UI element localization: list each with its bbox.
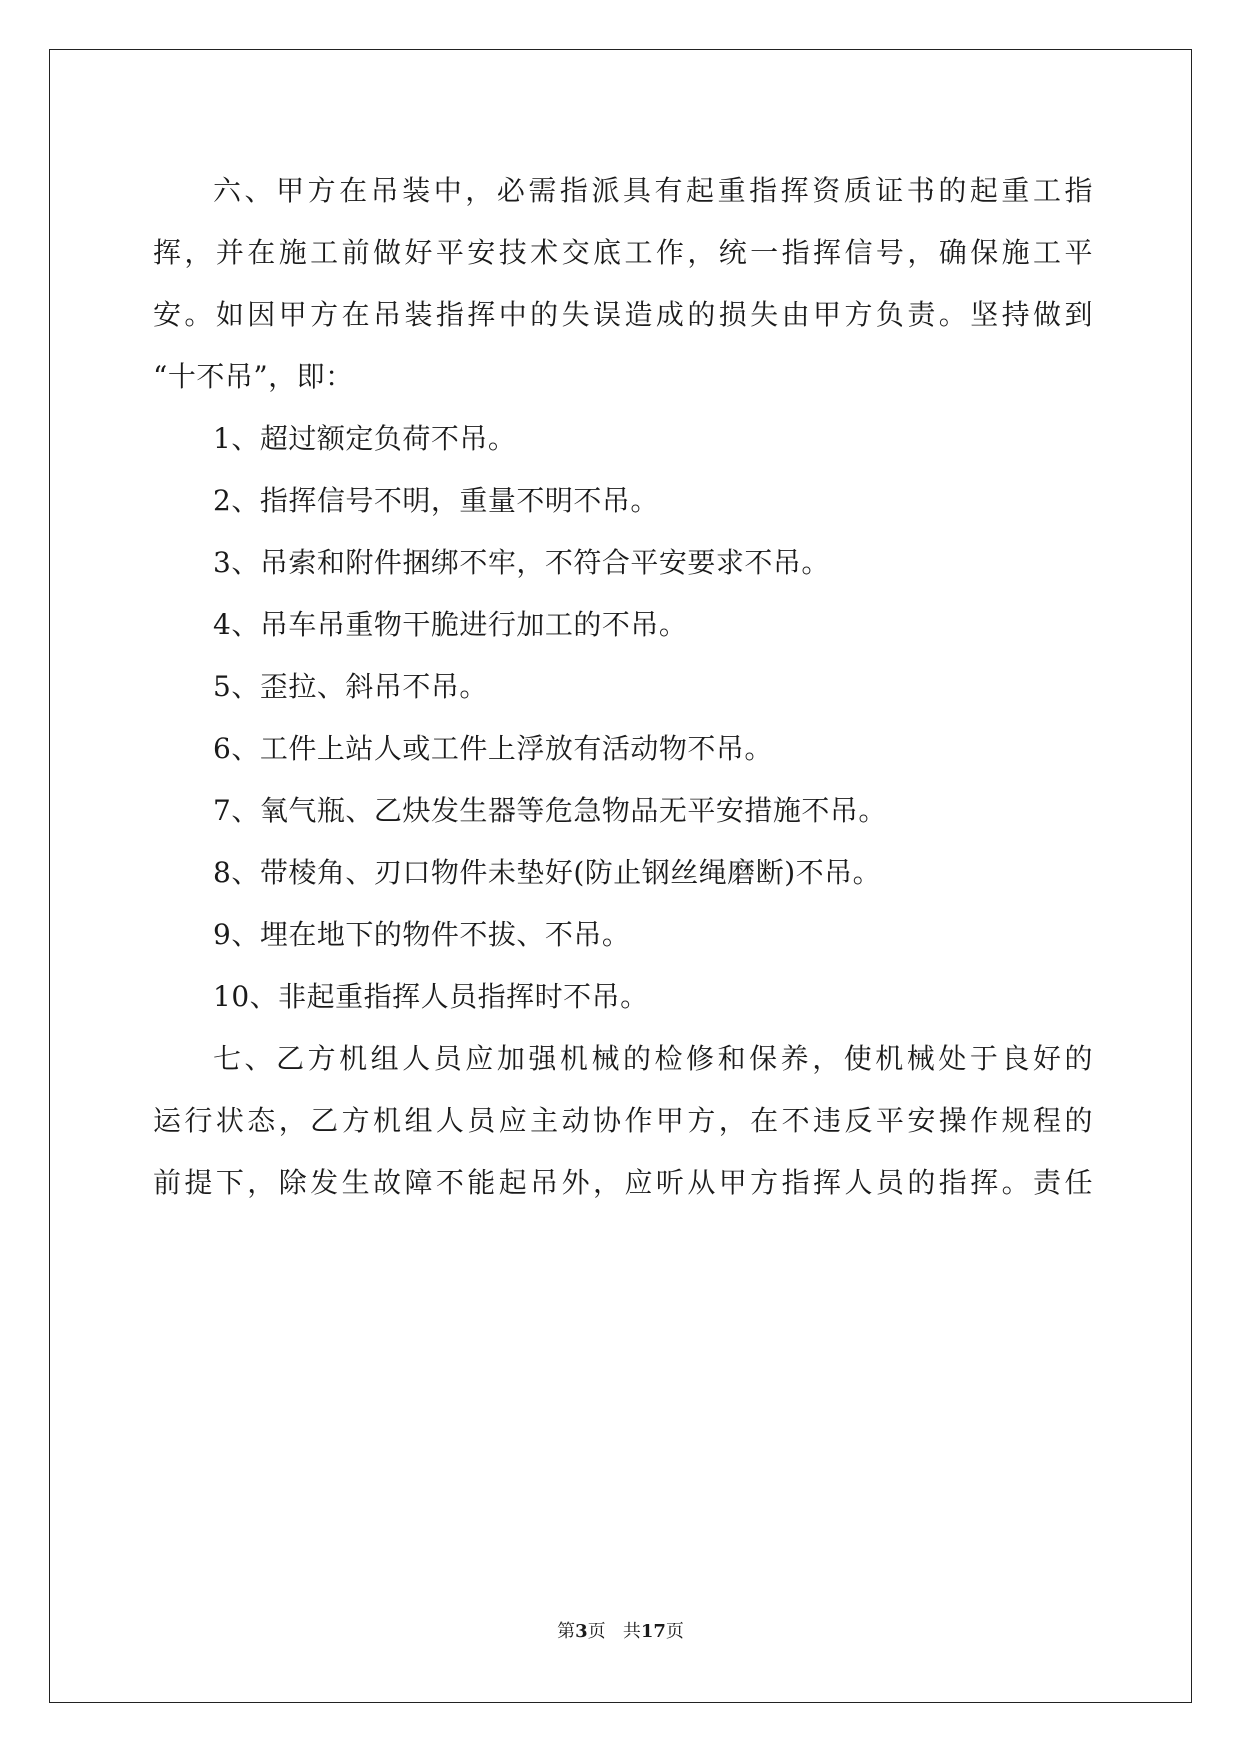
list-item-8: 8、带棱角、刃口物件未垫好(防止钢丝绳磨断)不吊。 bbox=[213, 856, 882, 889]
list-item-2: 2、指挥信号不明，重量不明不吊。 bbox=[213, 484, 659, 517]
paragraph-7-line-3: 前提下，除发生故障不能起吊外，应听从甲方指挥人员的指挥。责任 bbox=[153, 1166, 1093, 1199]
paragraph-6-line-3: 安。如因甲方在吊装指挥中的失误造成的损失由甲方负责。坚持做到 bbox=[153, 298, 1093, 331]
total-label-prefix: 共 bbox=[622, 1621, 641, 1642]
page-total: 17 bbox=[640, 1621, 666, 1642]
paragraph-7-line-1: 七、乙方机组人员应加强机械的检修和保养，使机械处于良好的 bbox=[213, 1042, 1093, 1075]
page-label-prefix: 第 bbox=[557, 1621, 576, 1642]
page-footer bbox=[0, 1617, 1241, 1643]
paragraph-6-line-4: “十不吊”，即： bbox=[153, 360, 354, 393]
paragraph-6-line-2: 挥，并在施工前做好平安技术交底工作，统一指挥信号，确保施工平 bbox=[153, 236, 1093, 269]
paragraph-7-line-2: 运行状态，乙方机组人员应主动协作甲方，在不违反平安操作规程的 bbox=[153, 1104, 1093, 1137]
list-item-9: 9、埋在地下的物件不拔、不吊。 bbox=[213, 918, 631, 951]
total-label-suffix: 页 bbox=[665, 1621, 684, 1642]
list-item-7: 7、氧气瓶、乙炔发生器等危急物品无平安措施不吊。 bbox=[213, 794, 887, 827]
page-number: 3 bbox=[575, 1621, 588, 1642]
list-item-3: 3、吊索和附件捆绑不牢，不符合平安要求不吊。 bbox=[213, 546, 830, 579]
list-item-1: 1、超过额定负荷不吊。 bbox=[213, 422, 517, 455]
document-body bbox=[153, 160, 1093, 1214]
list-item-4: 4、吊车吊重物干脆进行加工的不吊。 bbox=[213, 608, 688, 641]
list-item-6: 6、工件上站人或工件上浮放有活动物不吊。 bbox=[213, 732, 773, 765]
paragraph-6-line-1: 六、甲方在吊装中，必需指派具有起重指挥资质证书的起重工指 bbox=[213, 174, 1093, 207]
list-item-10: 10、非起重指挥人员指挥时不吊。 bbox=[213, 980, 649, 1013]
page-label-suffix: 页 bbox=[587, 1621, 606, 1642]
list-item-5: 5、歪拉、斜吊不吊。 bbox=[213, 670, 488, 703]
